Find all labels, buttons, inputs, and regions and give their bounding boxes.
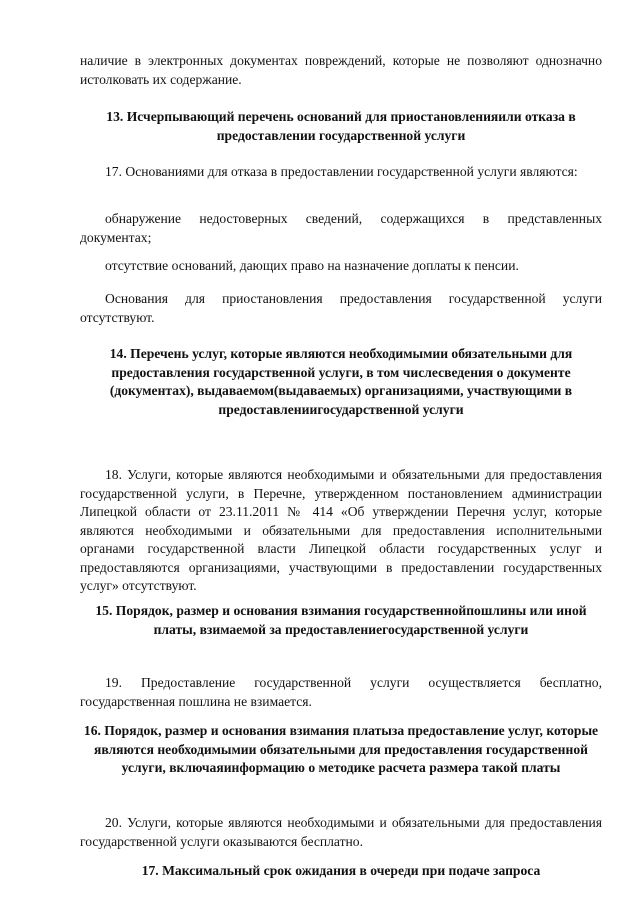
section-heading-line: 15. Порядок, размер и основания взимания государственной xyxy=(95,603,467,618)
paragraph: наличие в электронных документах повреждений, которые не позволяют однозначно истолковать их содержание. xyxy=(80,53,602,87)
section-heading-line: пошлины или иной платы, взимаемой за предоставление xyxy=(153,603,587,637)
section-heading xyxy=(80,722,602,778)
section-heading-line: 14. Перечень услуг, которые являются необходимыми xyxy=(109,346,441,361)
section-heading-line: сведения о документе (документах), выдаваемом xyxy=(109,364,571,398)
paragraph: 18. Услуги, которые являются необходимыми и обязательными для предоставления государственной услуги, в Перечне, утвержденном постановлением администрации Липецкой области от 23.11.2011 № 414 «Об утверждении Перечня услуг, которые являются необходимыми и обязательными для предоставления исполнительными органами государственной власти Липецкой области государственных услуг и предоставляются организациями, участвующими в предоставлении государственных услуг» отсутствуют. xyxy=(80,467,602,593)
section-heading-line: 16. Порядок, размер и основания взимания платы xyxy=(83,723,392,738)
section-heading-line: 17. Максимальный срок ожидания в очереди при подаче запроса xyxy=(141,863,541,878)
section-heading-line: за предоставление услуг, которые являются необходимыми xyxy=(94,723,599,757)
paragraph: 20. Услуги, которые являются необходимыми и обязательными для предоставления государственной услуги оказываются бесплатно. xyxy=(80,815,602,849)
section-heading-line: 13. Исчерпывающий перечень оснований для приостановления xyxy=(106,109,499,124)
section-heading xyxy=(80,862,602,881)
section-heading-line: информацию о методике расчета размера такой платы xyxy=(223,760,561,775)
section-heading-line: (выдаваемых) организациями, участвующими в предоставлении xyxy=(218,383,573,417)
section-heading-line: и обязательными для предоставления государственной услуги, включая xyxy=(121,741,588,775)
paragraph: 17. Основаниями для отказа в предоставлении государственной услуги являются: xyxy=(105,164,578,179)
section-heading-line: государственной услуги xyxy=(317,401,464,417)
section-heading-line: и обязательными для предоставления государственной услуги, в том числе xyxy=(111,346,573,380)
paragraph: обнаружение недостоверных сведений, содержащихся в представленных документах; xyxy=(80,211,602,245)
paragraph: 19. Предоставление государственной услуги осуществляется бесплатно, государственная пошлина не взимается. xyxy=(80,675,602,709)
section-heading-line: или отказа в предоставлении государственной услуги xyxy=(216,109,576,143)
section-heading xyxy=(80,108,602,145)
paragraph: отсутствие оснований, дающих право на назначение доплаты к пенсии. xyxy=(105,258,519,273)
section-heading-line: государственной услуги xyxy=(382,621,529,637)
section-heading xyxy=(80,345,602,419)
section-heading xyxy=(80,602,602,639)
paragraph: Основания для приостановления предоставления государственной услуги отсутствуют. xyxy=(80,291,602,325)
